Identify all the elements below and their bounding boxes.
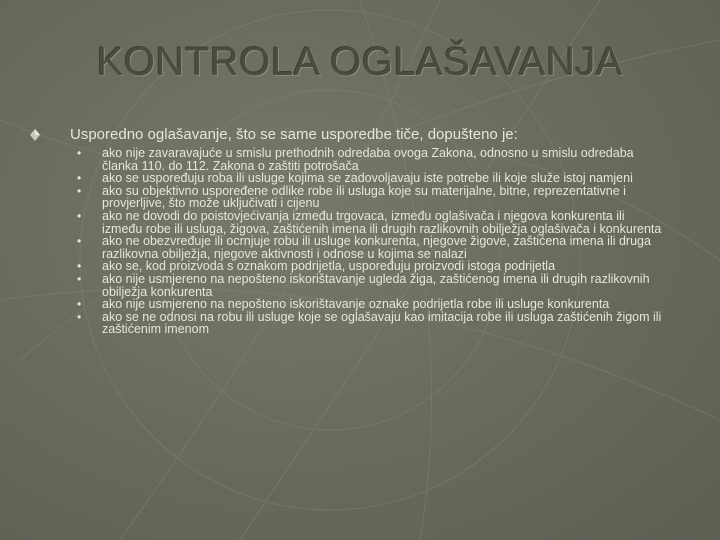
sub-point-text: ako nije zavaravajuće u smislu prethodnih odredaba ovoga Zakona, odnosno u smislu odredaba članka 110. do 112. Zakona o zaštiti potrošača [102,146,634,173]
diamond-bullet-icon [30,129,40,141]
sub-point-text: ako nije usmjereno na nepošteno iskorištavanje ugleda žiga, zaštićenog imena ili drugih razlikovnih obilježja konkurenta [102,271,650,299]
dot-bullet-icon: • [77,309,82,324]
sub-point-text: ako ne obezvređuje ili ocrnjuje robu ili usluge konkurenta, njegove žigove, zaštićena imena ili druga razlikovna obilježja, njegove aktivnosti i odnose u kojima se nalazi [102,234,651,261]
sub-point-text: ako se uspoređuju roba ili usluge kojima se zadovoljavaju iste potrebe ili koje služe istoj namjeni [102,171,633,186]
dot-bullet-icon: • [77,297,82,312]
list-item [75,311,665,336]
main-bullet-item [30,126,700,144]
dot-bullet-icon: • [77,234,82,249]
sub-point-text: ako su objektivno uspoređene odlike robe ili usluga koje su materijalne, bitne, reprezentativne i provjerljive, što može uključivati i cijenu [102,183,626,211]
dot-bullet-icon: • [77,271,82,286]
sub-point-text: ako se, kod proizvoda s oznakom podrijetla, uspoređuju proizvodi istoga podrijetla [102,259,556,274]
dot-bullet-icon: • [77,183,82,198]
list-item [75,210,665,235]
slide-title: KONTROLA OGLAŠAVANJA [96,40,624,84]
list-item [75,185,665,210]
list-item [75,235,665,260]
sub-point-text: ako nije usmjereno na nepošteno iskorištavanje oznake podrijetla robe ili usluge konkurenta [102,297,610,312]
dot-bullet-icon: • [77,171,82,186]
dot-bullet-icon: • [77,208,82,223]
main-point-text: Usporedno oglašavanje, što se same usporedbe tiče, dopušteno je: [70,126,518,143]
dot-bullet-icon: • [77,259,82,274]
sub-point-text: ako ne dovodi do poistovjećivanja između trgovaca, između oglašivača i njegova konkurenta ili između robe ili usluga, žigova, zaštićenih imena ili drugih razlikovnih obilježja oglašivača i konkurenta [102,208,662,236]
sub-point-list [75,147,665,336]
sub-point-text: ako se ne odnosi na robu ili usluge koje se oglašavaju kao imitacija robe ili usluga zaštićenih žigom ili zaštićenim imenom [102,309,662,337]
dot-bullet-icon: • [77,146,82,160]
list-item [75,273,665,298]
list-item [75,147,665,172]
